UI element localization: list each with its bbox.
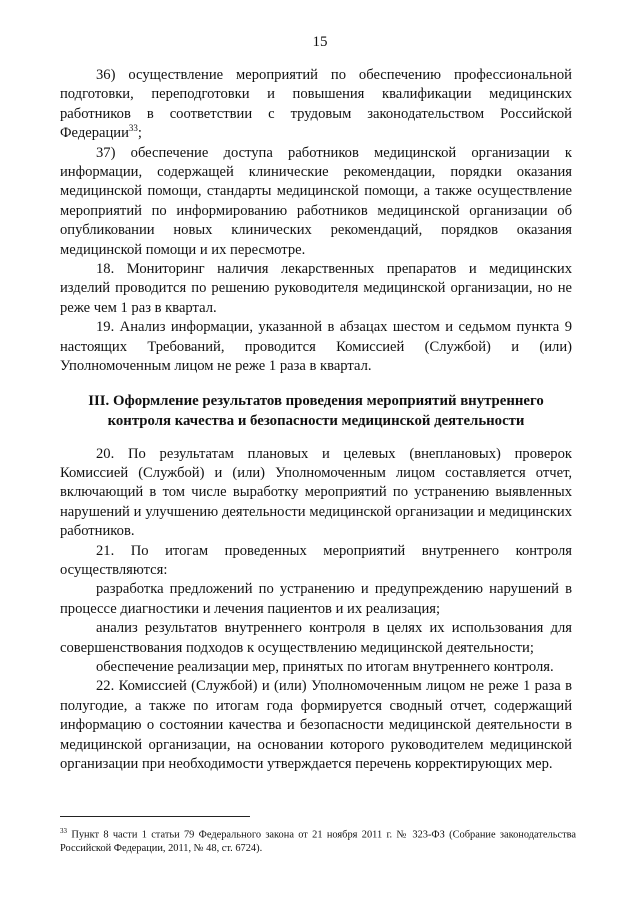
footnote-reference[interactable]: 33 [128, 123, 138, 134]
paragraph-point-18: 18. Мониторинг наличия лекарственных препаратов и медицинских изделий проводится по решению руководителя медицинской организации, но не реже чем 1 раз в квартал. [60, 261, 572, 316]
footnote-divider [60, 816, 250, 817]
body-text [60, 66, 572, 774]
spacer [60, 377, 572, 391]
paragraph-item-36 [60, 66, 572, 144]
paragraph-point-21: 21. По итогам проведенных мероприятий внутреннего контроля осуществляются: [60, 542, 572, 578]
footnote-number: 33 [60, 827, 67, 835]
paragraph-tail: ; [137, 125, 142, 142]
footnote-text: Пункт 8 части 1 статьи 79 Федерального закона от 21 ноября 2011 г. № 323-ФЗ (Собрание законодательства Российской Федерации, 2011, № 48, ст. 6724). [60, 829, 576, 855]
paragraph-text: 36) осуществление мероприятий по обеспечению профессиональной подготовки, переподготовки и повышения квалификации медицинских работников в соответствии с трудовым законодательством Российской Федерации [60, 67, 572, 142]
spacer [60, 431, 572, 445]
section-heading-line-2: контроля качества и безопасности медицинской деятельности [107, 412, 525, 429]
paragraph-sub-3: обеспечение реализации мер, принятых по итогам внутреннего контроля. [96, 658, 554, 675]
paragraph-sub-2: анализ результатов внутреннего контроля в целях их использования для совершенствования подходов к осуществлению медицинской деятельности; [60, 620, 572, 656]
paragraph-point-20: 20. По результатам плановых и целевых (внеплановых) проверок Комиссией (Службой) и (или) Уполномоченным лицом составляется отчет, включающий в том числе выработку мероприятий по устранению выявленных нарушений и улучшению деятельности медицинской организации и медицинских работников. [60, 445, 572, 540]
section-heading [60, 391, 572, 431]
paragraph-point-22: 22. Комиссией (Службой) и (или) Уполномоченным лицом не реже 1 раза в полугодие, а также по итогам года формируется сводный отчет, содержащий информацию о состоянии качества и безопасности медицинской деятельности в медицинской организации, на основании которого руководителем медицинской организации при необходимости утверждается перечень корректирующих мер. [60, 678, 572, 772]
section-heading-line-1: III. Оформление результатов проведения мероприятий внутреннего [88, 392, 544, 409]
paragraph-sub-1: разработка предложений по устранению и предупреждению нарушений в процессе диагностики и лечения пациентов и их реализация; [60, 581, 572, 617]
footnote [60, 824, 576, 856]
page-number: 15 [312, 34, 328, 50]
paragraph-item-37: 37) обеспечение доступа работников медицинской организации к информации, содержащей клинические рекомендации, порядки оказания медицинской помощи, стандарты медицинской помощи, а также осуществление мероприятий по информированию работников медицинской организации об опубликовании новых клинических рекомендаций, порядков оказания медицинской помощи и их пересмотре. [60, 144, 572, 258]
paragraph-point-19: 19. Анализ информации, указанной в абзацах шестом и седьмом пункта 9 настоящих Требований, проводится Комиссией (Службой) и (или) Уполномоченным лицом не реже 1 раза в квартал. [60, 319, 572, 375]
